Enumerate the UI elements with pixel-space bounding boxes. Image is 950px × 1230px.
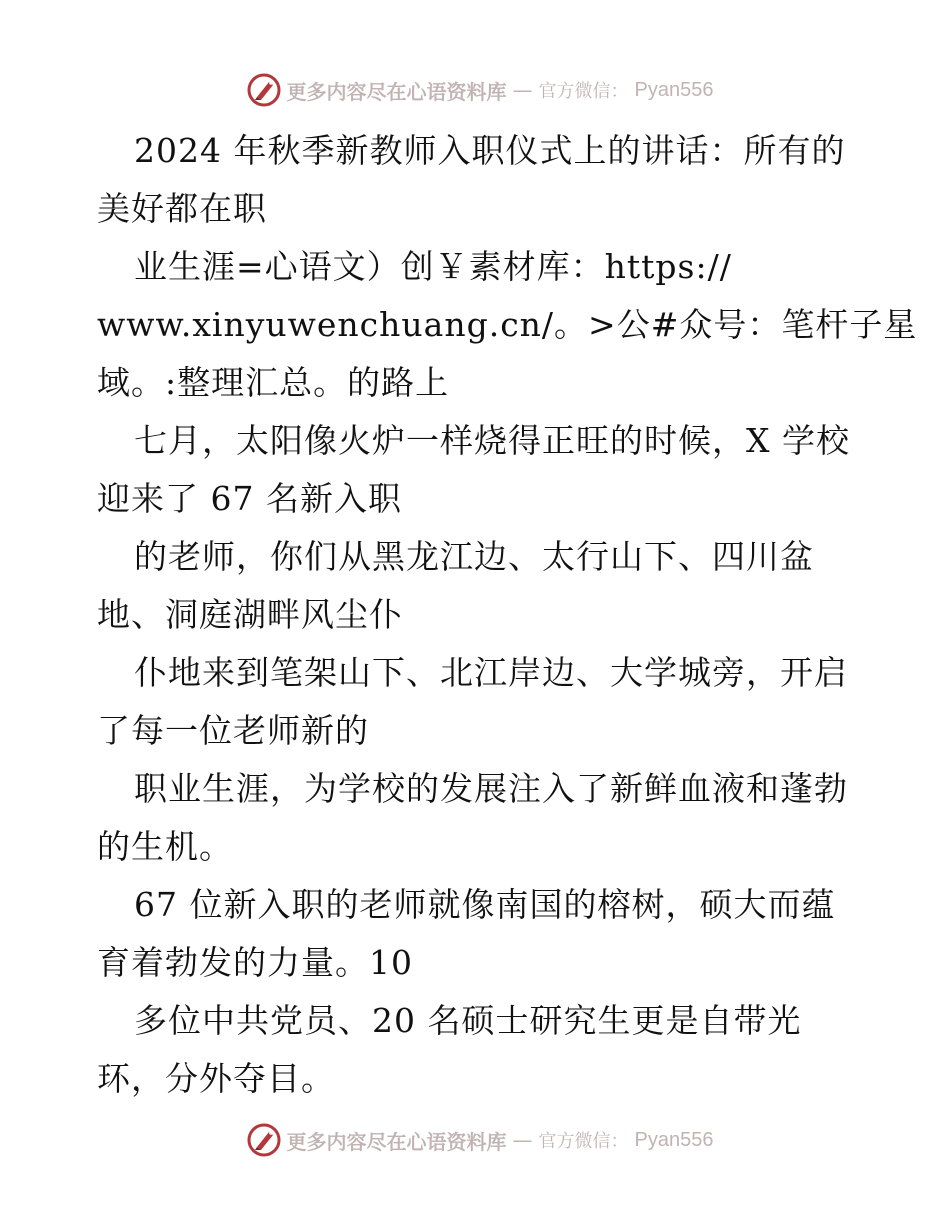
- banner-wechat-label: 官方微信：: [538, 81, 629, 102]
- text-line: 2024 年秋季新教师入职仪式上的讲话：所有的: [134, 131, 846, 170]
- banner-title: 更多内容尽在心语资料库: [286, 1129, 507, 1154]
- pen-logo-icon: [247, 1123, 281, 1157]
- banner-dash: —: [512, 78, 533, 102]
- text-line: 了每一位老师新的: [97, 711, 369, 750]
- text-line: www.xinyuwenchuang.cn/。>公#众号：笔杆子星: [97, 305, 918, 344]
- text-line: 职业生涯，为学校的发展注入了新鲜血液和蓬勃: [134, 769, 848, 808]
- text-line: 环，分外夺目。: [97, 1059, 335, 1098]
- text-line: 育着勃发的力量。10: [97, 943, 413, 982]
- document-body: [97, 122, 918, 1108]
- text-line: 业生涯=心语文）创￥素材库：https://: [134, 247, 732, 286]
- banner-title: 更多内容尽在心语资料库: [286, 79, 507, 104]
- banner-wechat-label: 官方微信：: [538, 1131, 629, 1152]
- text-line: 地、洞庭湖畔风尘仆: [97, 595, 403, 634]
- footer-banner: [0, 1120, 950, 1160]
- text-line: 迎来了 67 名新入职: [97, 479, 402, 518]
- banner-dash: —: [512, 1128, 533, 1152]
- banner-wechat-id: Pyan556: [634, 78, 714, 101]
- text-line: 七月，太阳像火炉一样烧得正旺的时候，X 学校: [134, 421, 850, 460]
- text-line: 域。:整理汇总。的路上: [97, 363, 450, 402]
- pen-logo-icon: [247, 73, 281, 107]
- text-line: 美好都在职: [97, 189, 267, 228]
- banner-wechat-id: Pyan556: [634, 1128, 714, 1151]
- text-line: 仆地来到笔架山下、北江岸边、大学城旁，开启: [134, 653, 848, 692]
- text-line: 的老师，你们从黑龙江边、太行山下、四川盆: [134, 537, 814, 576]
- text-line: 的生机。: [97, 827, 233, 866]
- text-line: 多位中共党员、20 名硕士研究生更是自带光: [134, 1001, 802, 1040]
- header-banner: [0, 70, 950, 110]
- text-line: 67 位新入职的老师就像南国的榕树，硕大而蕴: [134, 885, 836, 924]
